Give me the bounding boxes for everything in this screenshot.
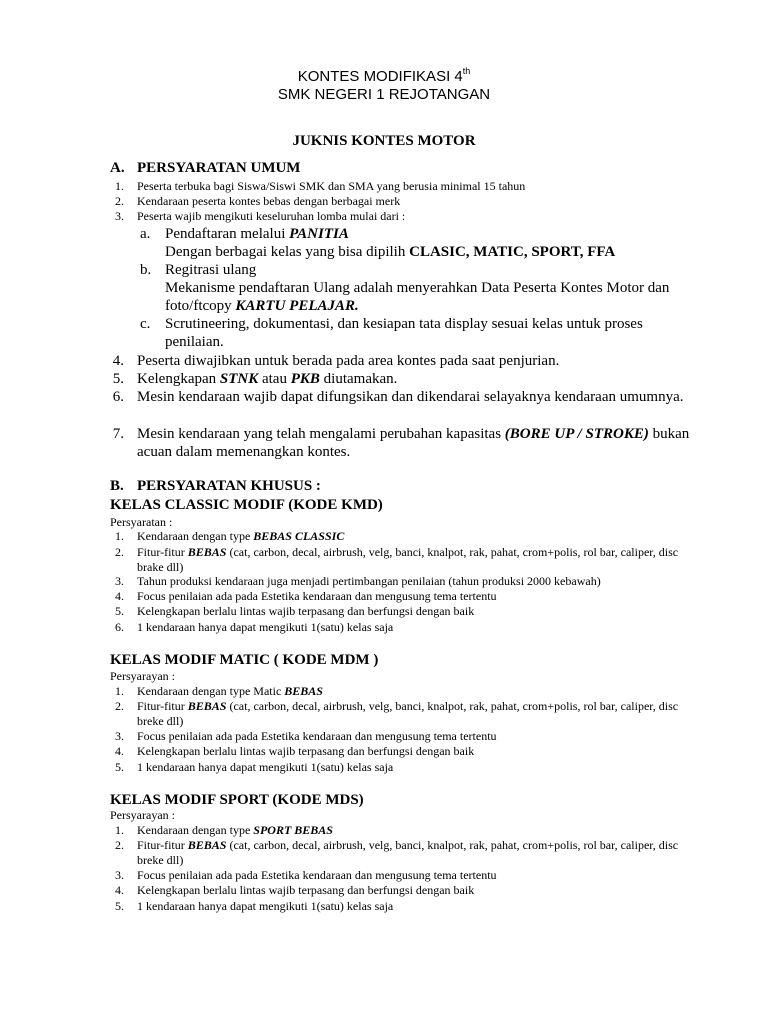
section-a-title: PERSYARATAN UMUM bbox=[137, 160, 301, 176]
list-number: 6. bbox=[115, 620, 124, 634]
emphasis: BEBAS bbox=[187, 545, 227, 559]
list-number: 5. bbox=[115, 604, 124, 618]
list-number: 4. bbox=[112, 353, 124, 369]
text-run: Kelengkapan berlalu lintas wajib terpasang dan berfungsi dengan baik bbox=[137, 883, 475, 897]
kartu-pelajar-emphasis: KARTU PELAJAR. bbox=[235, 298, 359, 314]
list-number: 3. bbox=[115, 209, 124, 223]
text-run: Focus penilaian ada pada Estetika kendaraan dan mengusung tema tertentu bbox=[137, 729, 497, 743]
list-text bbox=[137, 823, 680, 838]
sub-text bbox=[165, 225, 690, 261]
class-options-emphasis: CLASIC, MATIC, SPORT, FFA bbox=[409, 244, 616, 260]
section-b-heading bbox=[110, 478, 321, 495]
text-run: 1 kendaraan hanya dapat mengikuti 1(satu) kelas saja bbox=[137, 760, 394, 774]
text-run: Fitur-fitur bbox=[137, 699, 188, 713]
class-mdm-label: Persyarayan : bbox=[110, 669, 175, 683]
bore-up-emphasis: (BORE UP / STROKE) bbox=[504, 426, 649, 442]
list-item bbox=[110, 838, 680, 868]
list-text bbox=[137, 620, 680, 635]
list-number: 5. bbox=[115, 760, 124, 774]
list-item bbox=[110, 684, 680, 699]
list-text: Kendaraan peserta kontes bebas dengan berbagai merk bbox=[137, 194, 401, 208]
text-run: Fitur-fitur bbox=[137, 838, 188, 852]
class-mds-label: Persyarayan : bbox=[110, 808, 175, 822]
list-number: 1. bbox=[115, 823, 124, 837]
list-text bbox=[137, 883, 680, 898]
list-item bbox=[110, 620, 680, 635]
emphasis: BEBAS bbox=[187, 699, 227, 713]
list-text bbox=[137, 529, 680, 544]
list-item bbox=[110, 699, 680, 729]
list-number: 3. bbox=[115, 868, 124, 882]
sub-item-b bbox=[140, 261, 690, 315]
list-text bbox=[137, 729, 680, 744]
section-b-letter: B. bbox=[110, 478, 124, 494]
text-run: Mesin kendaraan yang telah mengalami perubahan kapasitas bbox=[137, 426, 505, 442]
list-number: 1. bbox=[115, 684, 124, 698]
text-run: (cat, carbon, decal, airbrush, velg, banci, knalpot, rak, pahat, crom+polis, rol bar, caliper, disc brake dll) bbox=[137, 545, 679, 574]
section-a-letter: A. bbox=[110, 160, 125, 176]
sub-text-plain: Mekanisme pendaftaran Ulang adalah menyerahkan Data Peserta Kontes Motor dan foto/ftcopy bbox=[165, 280, 670, 314]
list-number: 1. bbox=[115, 529, 124, 543]
list-item bbox=[110, 729, 680, 744]
list-item bbox=[110, 760, 680, 775]
list-item bbox=[110, 370, 690, 388]
list-text bbox=[137, 744, 680, 759]
sub-letter: a. bbox=[140, 226, 151, 242]
list-item bbox=[110, 529, 680, 544]
list-number: 1. bbox=[115, 179, 124, 193]
class-mdm-heading: KELAS MODIF MATIC ( KODE MDM ) bbox=[110, 652, 379, 668]
list-item bbox=[110, 823, 680, 838]
text-run: Focus penilaian ada pada Estetika kendaraan dan mengusung tema tertentu bbox=[137, 589, 497, 603]
text-run: (cat, carbon, decal, airbrush, velg, banci, knalpot, rak, pahat, crom+polis, rol bar, caliper, disc breke dll) bbox=[137, 838, 679, 867]
contest-title bbox=[0, 67, 768, 85]
list-item bbox=[110, 352, 690, 370]
list-item bbox=[110, 425, 690, 461]
list-item bbox=[110, 868, 680, 883]
text-run: diutamakan. bbox=[319, 371, 398, 387]
list-number: 4. bbox=[115, 589, 124, 603]
list-text bbox=[137, 574, 680, 589]
sub-text-plain: Regitrasi ulang bbox=[165, 262, 257, 278]
section-a-heading bbox=[110, 160, 300, 177]
list-number: 3. bbox=[115, 574, 124, 588]
sub-text-plain: Pendaftaran melalui bbox=[165, 226, 290, 242]
text-run: Kendaraan dengan type bbox=[137, 529, 254, 543]
list-number: 4. bbox=[115, 883, 124, 897]
class-mds-heading: KELAS MODIF SPORT (KODE MDS) bbox=[110, 792, 364, 808]
ordinal-suffix: th bbox=[462, 66, 471, 76]
list-text bbox=[137, 760, 680, 775]
text-run: Fitur-fitur bbox=[137, 545, 188, 559]
list-item bbox=[110, 604, 680, 619]
text-run: Focus penilaian ada pada Estetika kendaraan dan mengusung tema tertentu bbox=[137, 868, 497, 882]
emphasis: BEBAS bbox=[284, 684, 323, 698]
text-run: Kelengkapan berlalu lintas wajib terpasang dan berfungsi dengan baik bbox=[137, 604, 475, 618]
list-text bbox=[137, 684, 680, 699]
emphasis: BEBAS bbox=[187, 838, 227, 852]
sub-item-c bbox=[140, 315, 690, 351]
list-text bbox=[137, 589, 680, 604]
list-number: 2. bbox=[115, 194, 124, 208]
list-number: 7. bbox=[112, 426, 124, 442]
list-number: 4. bbox=[115, 744, 124, 758]
list-item bbox=[110, 589, 680, 604]
list-number: 2. bbox=[115, 838, 124, 852]
pkb-emphasis: PKB bbox=[290, 371, 320, 387]
sub-text: Scrutineering, dokumentasi, dan kesiapan tata display sesuai kelas untuk proses penilaian. bbox=[165, 316, 643, 350]
list-text bbox=[137, 868, 680, 883]
emphasis: BEBAS CLASSIC bbox=[253, 529, 345, 543]
list-number: 2. bbox=[115, 545, 124, 559]
list-item bbox=[110, 744, 680, 759]
list-item bbox=[110, 883, 680, 898]
document-title: JUKNIS KONTES MOTOR bbox=[292, 133, 476, 149]
list-item bbox=[110, 899, 680, 914]
text-run: Kelengkapan bbox=[137, 371, 220, 387]
emphasis: SPORT BEBAS bbox=[253, 823, 333, 837]
list-text bbox=[137, 604, 680, 619]
list-text bbox=[137, 545, 680, 575]
list-text: Peserta terbuka bagi Siswa/Siswi SMK dan SMA yang berusia minimal 15 tahun bbox=[137, 179, 526, 193]
list-item bbox=[110, 179, 680, 194]
list-number: 6. bbox=[112, 389, 124, 405]
panitia-emphasis: PANITIA bbox=[289, 226, 349, 242]
list-item bbox=[110, 574, 680, 589]
text-run: 1 kendaraan hanya dapat mengikuti 1(satu) kelas saja bbox=[137, 620, 394, 634]
text-run: Kelengkapan berlalu lintas wajib terpasang dan berfungsi dengan baik bbox=[137, 744, 475, 758]
list-text: Peserta wajib mengikuti keseluruhan lomba mulai dari : bbox=[137, 209, 406, 223]
list-number: 5. bbox=[112, 371, 124, 387]
text-run: Tahun produksi kendaraan juga menjadi pertimbangan penilaian (tahun produksi 2000 kebawah) bbox=[137, 574, 601, 588]
sub-item-a bbox=[140, 225, 690, 261]
sub-text-plain: Dengan berbagai kelas yang bisa dipilih bbox=[165, 244, 410, 260]
text-run: (cat, carbon, decal, airbrush, velg, banci, knalpot, rak, pahat, crom+polis, rol bar, caliper, disc breke dll) bbox=[137, 699, 679, 728]
sub-letter: b. bbox=[140, 262, 152, 278]
sub-letter: c. bbox=[140, 316, 151, 332]
list-number: 2. bbox=[115, 699, 124, 713]
list-text bbox=[137, 370, 690, 388]
list-text bbox=[137, 699, 680, 729]
list-text bbox=[137, 838, 680, 868]
text-run: bukan acuan dalam memenangkan kontes. bbox=[137, 426, 690, 460]
sub-text bbox=[165, 261, 690, 315]
list-number: 5. bbox=[115, 899, 124, 913]
list-item bbox=[110, 194, 680, 209]
text-run: Kendaraan dengan type Matic bbox=[137, 684, 285, 698]
list-text bbox=[137, 425, 690, 461]
list-number: 3. bbox=[115, 729, 124, 743]
list-text: Peserta diwajibkan untuk berada pada area kontes pada saat penjurian. bbox=[137, 353, 560, 369]
list-item bbox=[110, 388, 690, 406]
school-name: SMK NEGERI 1 REJOTANGAN bbox=[277, 86, 491, 103]
section-b-title: PERSYARATAN KHUSUS : bbox=[137, 478, 321, 494]
class-kmd-label: Persyaratan : bbox=[110, 515, 173, 529]
list-text: Mesin kendaraan wajib dapat difungsikan dan dikendarai selayaknya kendaraan umumnya. bbox=[137, 389, 684, 405]
text-run: 1 kendaraan hanya dapat mengikuti 1(satu) kelas saja bbox=[137, 899, 394, 913]
class-kmd-heading: KELAS CLASSIC MODIF (KODE KMD) bbox=[110, 497, 383, 513]
list-text bbox=[137, 899, 680, 914]
text-run: atau bbox=[258, 371, 291, 387]
list-item bbox=[110, 209, 680, 224]
text-run: Kendaraan dengan type bbox=[137, 823, 254, 837]
contest-title-text: KONTES MODIFIKASI 4 bbox=[297, 68, 463, 85]
stnk-emphasis: STNK bbox=[219, 371, 259, 387]
list-item bbox=[110, 545, 680, 575]
